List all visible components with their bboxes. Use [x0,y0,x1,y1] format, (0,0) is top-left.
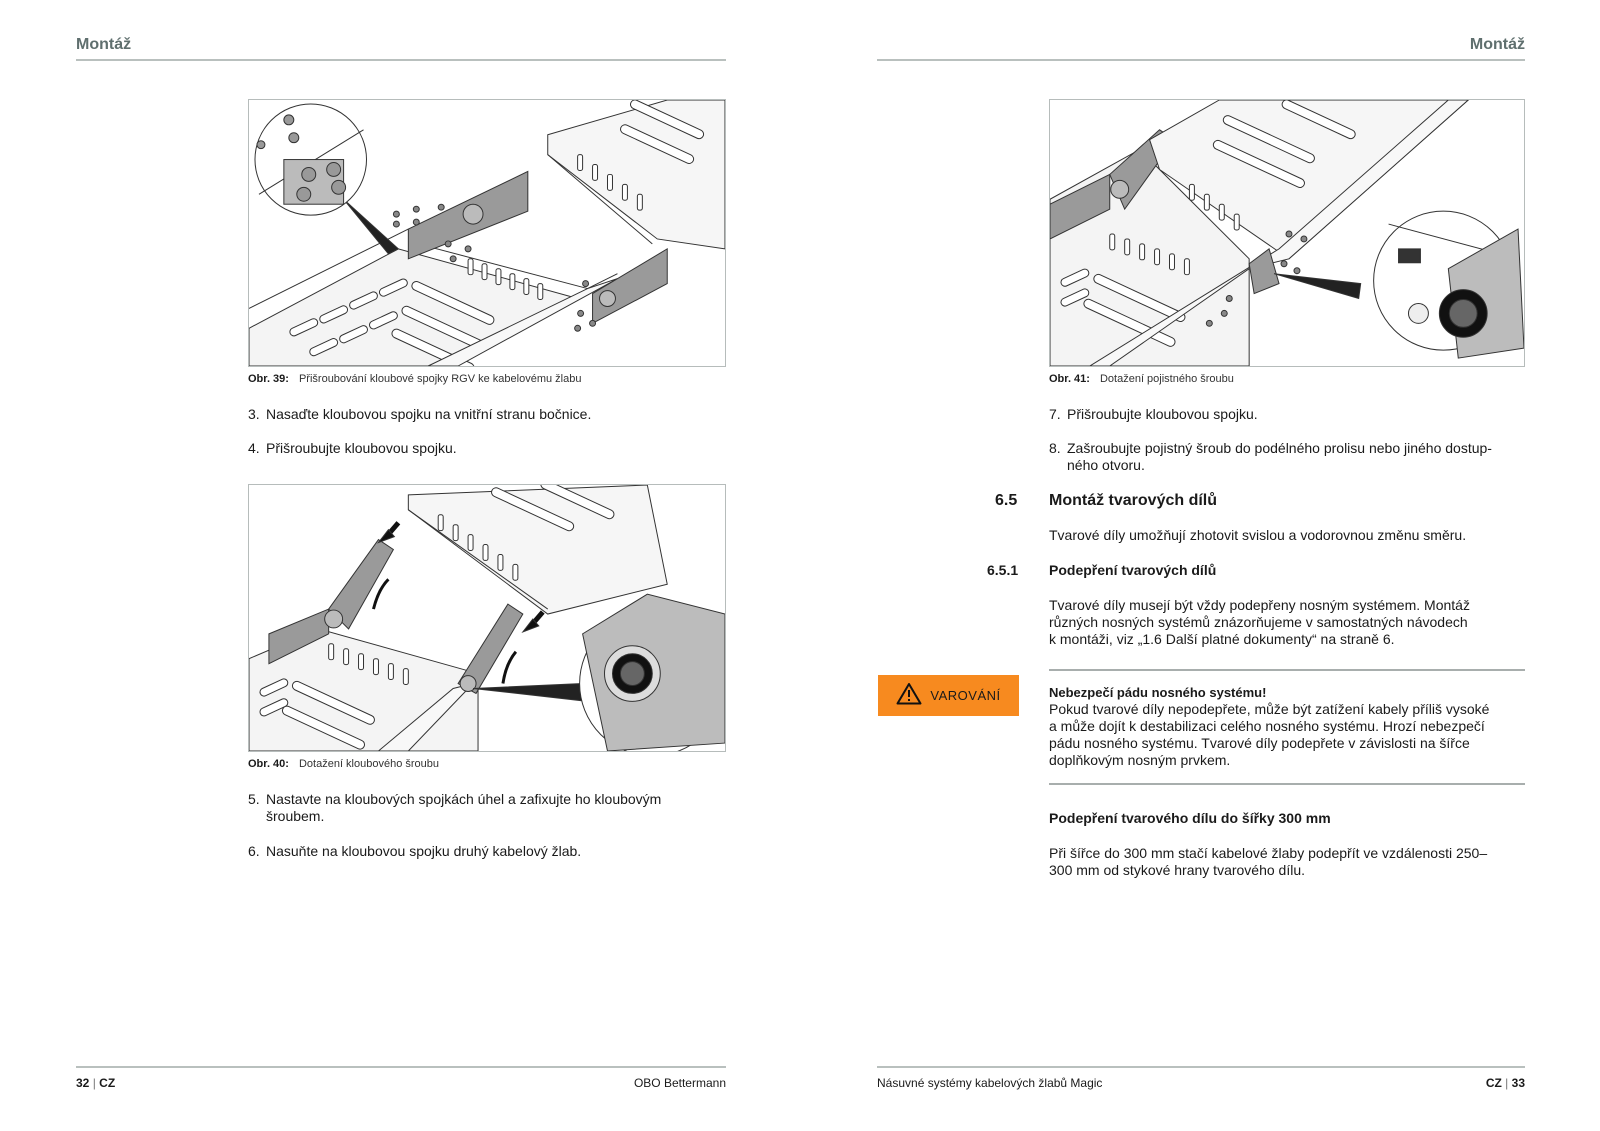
subsection-number: 6.5.1 [987,562,1019,578]
step-number: 3. [248,406,260,422]
paragraph-line: 300 mm od stykové hrany tvarového dílu. [1049,862,1306,878]
header-rule-right [877,59,1525,61]
step-4 [248,440,457,457]
warning-text [1049,684,1525,769]
paragraph-line: k montáži, viz „1.6 Další platné dokumenty“ na straně 6. [1049,631,1395,647]
figure-40-label: Obr. 40: [248,758,289,770]
step-5 [248,791,726,825]
figure-41-caption [1049,373,1234,385]
step-8 [1049,440,1525,474]
figure-41-label: Obr. 41: [1049,373,1090,385]
footer-language: CZ [99,1076,116,1090]
running-head-left: Montáž [76,36,132,53]
paragraph-line: Tvarové díly musejí být vždy podepřeny nosným systémem. Montáž [1049,597,1470,613]
warning-label: VAROVÁNÍ [930,688,1001,703]
step-number: 7. [1049,406,1061,422]
figure-41-illustration [1049,99,1525,367]
warning-line: Pokud tvarové díly nepodepřete, může být zatížení kabely příliš vysoké [1049,701,1490,717]
section-intro: Tvarové díly umožňují zhotovit svislou a vodorovnou změnu směru. [1049,527,1467,543]
step-text-continued: šroubem. [266,808,325,824]
header-rule-left [76,59,726,61]
step-text: Přišroubujte kloubovou spojku. [1067,406,1258,422]
paragraph-line: Při šířce do 300 mm stačí kabelové žlaby podepřít ve vzdálenosti 250– [1049,845,1488,861]
step-text: Přišroubujte kloubovou spojku. [266,440,457,456]
support-300-title: Podepření tvarového dílu do šířky 300 mm [1049,810,1331,826]
warning-triangle-icon [896,682,922,710]
footer-separator: | [92,1076,96,1090]
step-text-continued: ného otvoru. [1067,457,1145,473]
section-title: Montáž tvarových dílů [1049,492,1218,509]
warning-line: a může dojít k destabilizaci celého nosného systému. Hrozí nebezpečí [1049,718,1485,734]
figure-39-text: Přišroubování kloubové spojky RGV ke kabelovému žlabu [298,373,582,385]
warning-badge [878,675,1019,716]
running-head-right: Montáž [1469,36,1525,53]
subsection-paragraph [1049,597,1525,648]
footer-right-page-number [1486,1076,1525,1090]
paragraph-line: různých nosných systémů znázorňujeme v samostatných návodech [1049,614,1468,630]
figure-40-caption [248,758,439,770]
figure-39-caption [248,373,581,385]
support-300-paragraph [1049,845,1525,879]
footer-left-page-number [76,1076,115,1090]
step-text: Nastavte na kloubových spojkách úhel a zafixujte ho kloubovým [266,791,662,807]
step-3 [248,406,591,423]
warning-top-rule [1049,669,1525,671]
warning-line: pádu nosného systému. Tvarové díly podepřete v závislosti na šířce [1049,735,1470,751]
page-number: 32 [76,1076,90,1090]
step-7 [1049,406,1258,423]
footer-language: CZ [1485,1076,1502,1090]
step-number: 6. [248,843,260,859]
step-number: 5. [248,791,260,807]
figure-40-illustration [248,484,726,752]
warning-line: doplňkovým nosným prvkem. [1049,752,1231,768]
step-6 [248,843,581,860]
footer-separator: | [1505,1076,1509,1090]
figure-41-text: Dotažení pojistného šroubu [1099,373,1234,385]
footer-rule-right [877,1066,1525,1068]
step-number: 8. [1049,440,1061,456]
step-number: 4. [248,440,260,456]
warning-bottom-rule [1049,783,1525,785]
footer-rule-left [76,1066,726,1068]
footer-document-title: Násuvné systémy kabelových žlabů Magic [877,1076,1103,1090]
subsection-title: Podepření tvarových dílů [1049,562,1217,578]
figure-39-illustration [248,99,726,367]
step-text: Nasuňte na kloubovou spojku druhý kabelový žlab. [266,843,582,859]
warning-title: Nebezpečí pádu nosného systému! [1049,685,1267,700]
figure-39-label: Obr. 39: [248,373,289,385]
figure-40-text: Dotažení kloubového šroubu [298,758,440,770]
section-number: 6.5 [995,492,1018,509]
step-text: Nasaďte kloubovou spojku na vnitřní stranu bočnice. [266,406,592,422]
footer-brand: OBO Bettermann [633,1076,726,1090]
page-number: 33 [1511,1076,1525,1090]
step-text: Zašroubujte pojistný šroub do podélného prolisu nebo jiného dostup- [1067,440,1492,456]
